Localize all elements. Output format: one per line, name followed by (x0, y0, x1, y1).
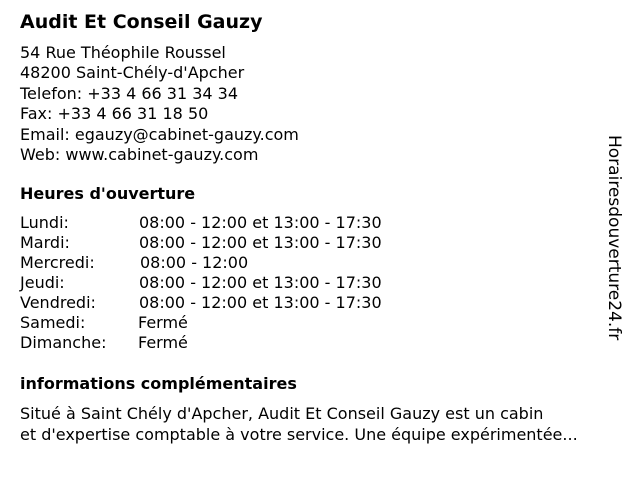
web-line: Web: www.cabinet-gauzy.com (20, 145, 259, 165)
site-watermark: Horairesdouverture24.fr (604, 135, 624, 341)
hours-value: 08:00 - 12:00 et 13:00 - 17:30 (139, 293, 382, 312)
email-line: Email: egauzy@cabinet-gauzy.com (20, 124, 299, 144)
info-heading: informations complémentaires (20, 374, 297, 393)
day-label: Jeudi: (20, 273, 65, 292)
fax-line: Fax: +33 4 66 31 18 50 (20, 104, 209, 124)
address-city: 48200 Saint-Chély-d'Apcher (20, 63, 245, 83)
description-line: et d'expertise comptable à votre service. Une équipe expérimentée... (20, 425, 578, 444)
day-label: Mercredi: (20, 253, 95, 272)
hours-value: Fermé (138, 313, 188, 332)
hours-value: Fermé (138, 333, 188, 352)
hours-value: 08:00 - 12:00 et 13:00 - 17:30 (139, 233, 382, 252)
business-name: Audit Et Conseil Gauzy (20, 11, 263, 33)
hours-value: 08:00 - 12:00 (140, 253, 249, 272)
contact-block (20, 43, 299, 165)
description-line: Situé à Saint Chély d'Apcher, Audit Et Conseil Gauzy est un cabin (20, 404, 544, 423)
day-label: Lundi: (20, 213, 69, 232)
day-label: Dimanche: (20, 333, 107, 352)
address-street: 54 Rue Théophile Roussel (20, 43, 226, 62)
day-label: Vendredi: (20, 293, 96, 312)
hours-heading: Heures d'ouverture (20, 184, 196, 203)
hours-value: 08:00 - 12:00 et 13:00 - 17:30 (139, 273, 382, 292)
day-label: Samedi: (20, 313, 86, 332)
day-label: Mardi: (20, 233, 70, 252)
hours-value: 08:00 - 12:00 et 13:00 - 17:30 (139, 213, 382, 232)
phone-line: Telefon: +33 4 66 31 34 34 (20, 83, 239, 103)
info-description (20, 403, 630, 445)
